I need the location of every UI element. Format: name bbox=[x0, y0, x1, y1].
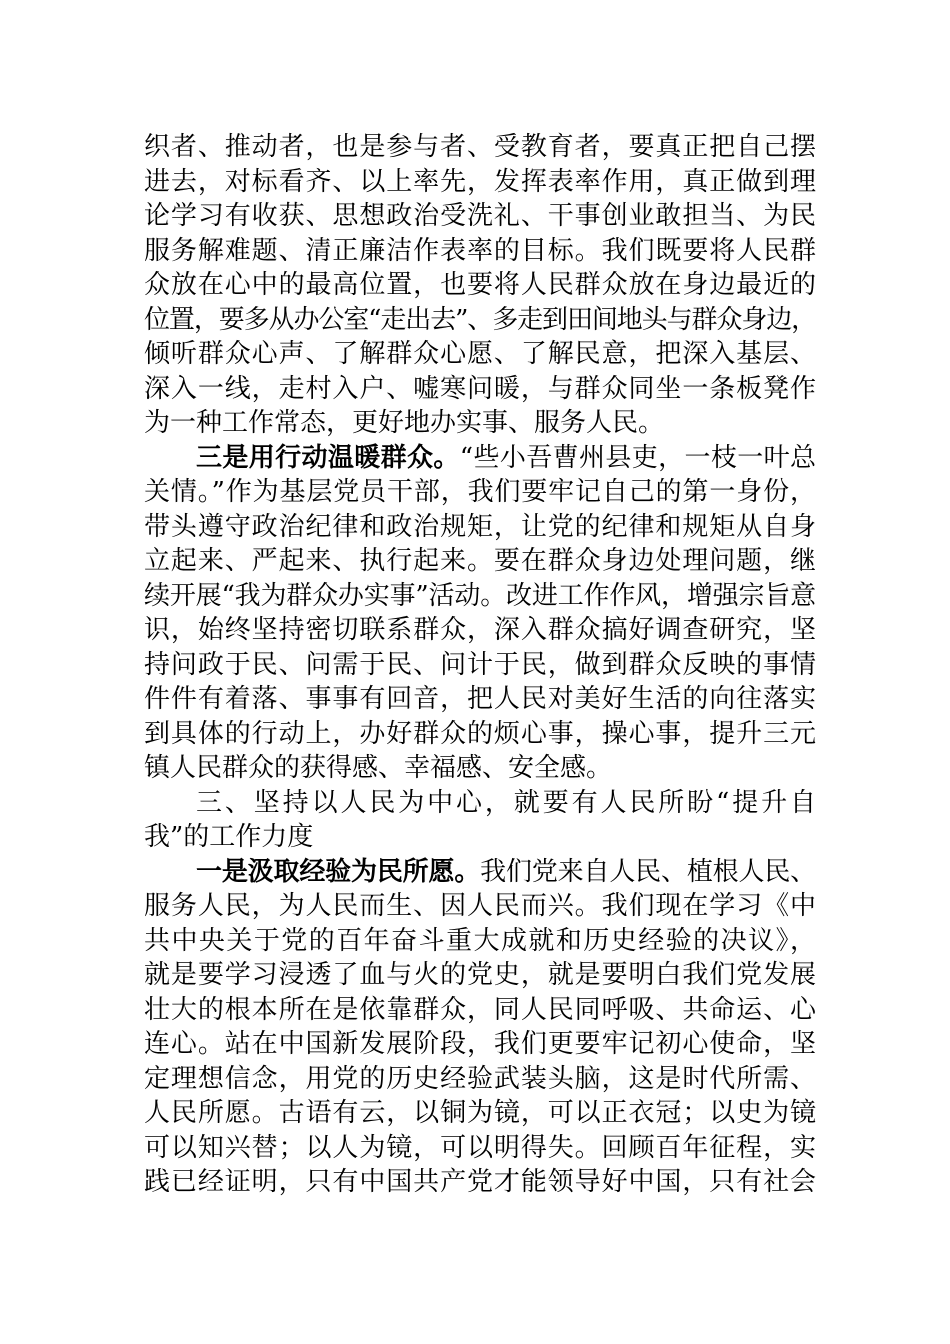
line-text: 到具体的行动上，办好群众的烦心事，操心事，提升三元 bbox=[144, 718, 816, 749]
line-text: 壮大的根本所在是依靠群众，同人民同呼吸、共命运、心 bbox=[144, 994, 816, 1025]
line-text: 关情。”作为基层党员干部，我们要牢记自己的第一身份， bbox=[144, 477, 816, 507]
text-line bbox=[144, 648, 816, 683]
line-text: 为一种工作常态，更好地办实事、服务人民。 bbox=[144, 408, 665, 438]
document-body bbox=[144, 130, 816, 1200]
bold-lead-phrase: 三是用行动温暖群众。 bbox=[196, 442, 460, 473]
line-text: 持问政于民、问需于民、问计于民，做到群众反映的事情 bbox=[144, 649, 816, 680]
text-line bbox=[144, 1131, 816, 1166]
text-line bbox=[144, 441, 816, 476]
line-text: 共中央关于党的百年奋斗重大成就和历史经验的决议》， bbox=[144, 925, 816, 956]
text-line bbox=[144, 1165, 816, 1200]
text-line bbox=[144, 958, 816, 993]
line-text: 我”的工作力度 bbox=[144, 822, 314, 852]
line-text: 论学习有收获、思想政治受洗礼、干事创业敢担当、为民 bbox=[144, 201, 816, 231]
line-text: 众放在心中的最高位置，也要将人民群众放在身边最近的 bbox=[144, 270, 816, 300]
text-line bbox=[144, 889, 816, 924]
line-text: 可以知兴替；以人为镜，可以明得失。回顾百年征程，实 bbox=[144, 1132, 816, 1163]
line-text: 带头遵守政治纪律和政治规矩，让党的纪律和规矩从自身 bbox=[144, 511, 816, 542]
text-line bbox=[144, 1096, 816, 1131]
text-line bbox=[144, 751, 816, 786]
line-text: 织者、推动者，也是参与者、受教育者，要真正把自己摆 bbox=[144, 132, 816, 162]
text-line bbox=[144, 1027, 816, 1062]
line-text: 续开展“我为群众办实事”活动。改进工作作风，增强宗旨意 bbox=[144, 580, 816, 611]
text-line bbox=[144, 579, 816, 614]
line-text: 连心。站在中国新发展阶段，我们更要牢记初心使命，坚 bbox=[144, 1029, 816, 1059]
text-line bbox=[144, 303, 816, 338]
line-text: 人民所愿。古语有云，以铜为镜，可以正衣冠；以史为镜 bbox=[144, 1098, 816, 1128]
line-text: “些小吾曹州县吏，一枝一叶总 bbox=[459, 442, 816, 473]
line-text: 镇人民群众的获得感、幸福感、安全感。 bbox=[144, 753, 613, 783]
text-line bbox=[144, 406, 816, 441]
text-line bbox=[144, 544, 816, 579]
text-line bbox=[144, 372, 816, 407]
text-line bbox=[144, 268, 816, 303]
line-text: 服务人民，为人民而生、因人民而兴。我们现在学习《中 bbox=[144, 891, 816, 921]
line-text: 我们党来自人民、植根人民、 bbox=[480, 856, 816, 887]
text-line bbox=[144, 993, 816, 1028]
text-line bbox=[144, 820, 816, 855]
text-line bbox=[144, 475, 816, 510]
text-line bbox=[144, 717, 816, 752]
line-text: 件件有着落、事事有回音，把人民对美好生活的向往落实 bbox=[144, 684, 816, 714]
line-text: 立起来、严起来、执行起来。要在群众身边处理问题，继 bbox=[144, 546, 816, 576]
line-text: 进去，对标看齐、以上率先，发挥表率作用，真正做到理 bbox=[144, 166, 816, 197]
line-text: 服务解难题、清正廉洁作表率的目标。我们既要将人民群 bbox=[144, 235, 816, 266]
line-text: 定理想信念，用党的历史经验武装头脑，这是时代所需、 bbox=[144, 1063, 816, 1094]
text-line bbox=[144, 337, 816, 372]
line-text: 践已经证明，只有中国共产党才能领导好中国，只有社会 bbox=[144, 1167, 816, 1197]
line-text: 倾听群众心声、了解群众心愿、了解民意，把深入基层、 bbox=[144, 339, 816, 369]
text-line bbox=[144, 1062, 816, 1097]
text-line bbox=[144, 682, 816, 717]
text-line bbox=[144, 199, 816, 234]
bold-lead-phrase: 一是汲取经验为民所愿。 bbox=[196, 856, 481, 887]
line-text: 三、坚持以人民为中心，就要有人民所盼“提升自 bbox=[196, 787, 816, 818]
text-line bbox=[144, 924, 816, 959]
text-line bbox=[144, 613, 816, 648]
text-line bbox=[144, 510, 816, 545]
text-line bbox=[144, 855, 816, 890]
line-text: 深入一线，走村入户、嘘寒问暖，与群众同坐一条板凳作 bbox=[144, 373, 816, 404]
line-text: 识，始终坚持密切联系群众，深入群众搞好调查研究，坚 bbox=[144, 615, 816, 645]
line-text: 位置，要多从办公室“走出去”、多走到田间地头与群众身边， bbox=[144, 304, 816, 335]
text-line bbox=[144, 130, 816, 165]
text-line bbox=[144, 234, 816, 269]
line-text: 就是要学习浸透了血与火的党史，就是要明白我们党发展 bbox=[144, 960, 816, 990]
text-line bbox=[144, 786, 816, 821]
text-line bbox=[144, 165, 816, 200]
